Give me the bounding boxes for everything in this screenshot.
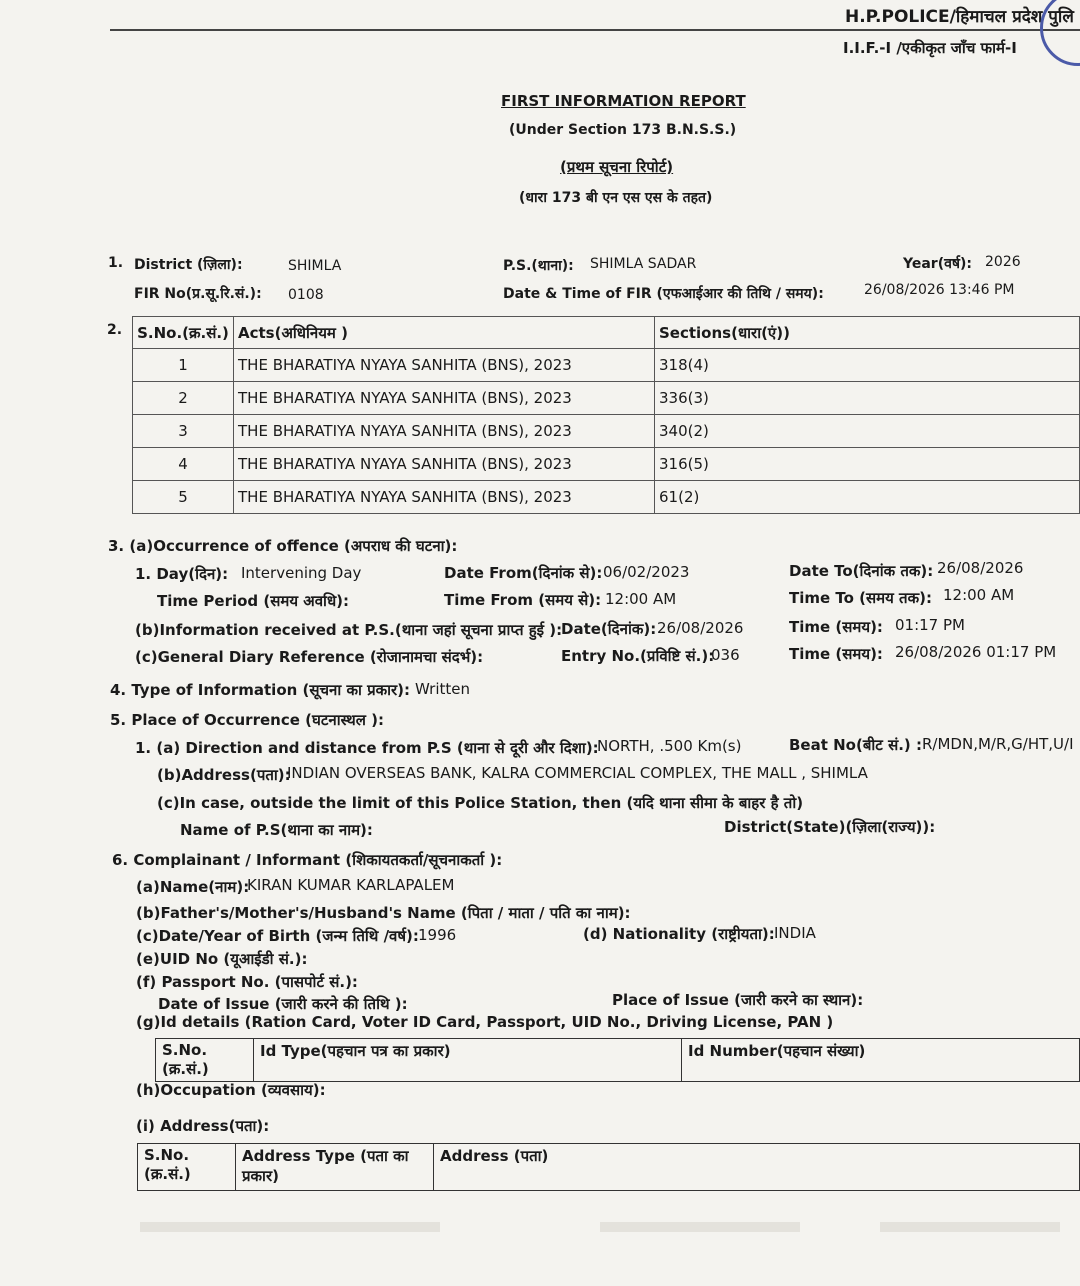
row-act: THE BHARATIYA NYAYA SANHITA (BNS), 2023 <box>234 481 655 514</box>
info-date-value: 26/08/2026 <box>657 619 744 637</box>
id-col-type: Id Type(पहचान पत्र का प्रकार) <box>254 1039 682 1082</box>
address-label: (b)Address(पता): <box>157 766 291 784</box>
acts-table-header <box>133 317 1080 349</box>
direction-label: 1. (a) Direction and distance from P.S (थाना से दूरी और दिशा): <box>135 739 599 757</box>
section-3-heading: 3. (a)Occurrence of offence (अपराध की घटना): <box>108 537 458 555</box>
date-to-label: Date To(दिनांक तक): <box>789 562 934 580</box>
issue-place-label: Place of Issue (जारी करने का स्थान): <box>612 991 864 1009</box>
table-row <box>133 481 1080 514</box>
occupation-label: (h)Occupation (व्यवसाय): <box>136 1081 326 1099</box>
direction-value: NORTH, .500 Km(s) <box>597 737 742 755</box>
gd-time-value: 26/08/2026 01:17 PM <box>895 643 1057 661</box>
form-header: I.I.F.-I /एकीकृत जाँच फार्म-I <box>843 39 1017 57</box>
issue-date-label: Date of Issue (जारी करने की तिथि ): <box>158 995 408 1013</box>
address-value: INDIAN OVERSEAS BANK, KALRA COMMERCIAL COMPLEX, THE MALL , SHIMLA <box>287 764 868 782</box>
row-act: THE BHARATIYA NYAYA SANHITA (BNS), 2023 <box>234 349 655 382</box>
row-sno: 3 <box>133 415 234 448</box>
row-act: THE BHARATIYA NYAYA SANHITA (BNS), 2023 <box>234 382 655 415</box>
district-state-label: District(State)(ज़िला(राज्य)): <box>724 818 936 836</box>
report-subtitle-hindi: (धारा 173 बी एन एस एस के तहत) <box>519 190 713 206</box>
row-sno: 2 <box>133 382 234 415</box>
address-table-header <box>138 1144 1080 1191</box>
section-6-heading: 6. Complainant / Informant (शिकायतकर्ता/सूचनाकर्ता ): <box>112 851 503 869</box>
row-act: THE BHARATIYA NYAYA SANHITA (BNS), 2023 <box>234 415 655 448</box>
id-table-header <box>156 1039 1080 1082</box>
year-value: 2026 <box>985 254 1021 270</box>
row-section: 336(3) <box>655 382 1080 415</box>
fir-no-value: 0108 <box>288 287 324 303</box>
addr-col-sno: S.No. (क्र.सं.) <box>138 1144 236 1191</box>
info-date-label: Date(दिनांक): <box>561 620 657 638</box>
fir-datetime-label: Date & Time of FIR (एफआईआर की तिथि / समय): <box>503 286 824 302</box>
entry-no-label: Entry No.(प्रविष्टि सं.): <box>561 647 715 665</box>
id-details-label: (g)Id details (Ration Card, Voter ID Card, Passport, UID No., Driving License, PAN ) <box>136 1013 834 1031</box>
row-section: 61(2) <box>655 481 1080 514</box>
section-2-number: 2. <box>107 322 123 338</box>
outside-limit-label: (c)In case, outside the limit of this Police Station, then (यदि थाना सीमा के बाहर है तो) <box>157 794 804 812</box>
info-time-value: 01:17 PM <box>895 616 965 634</box>
address-table <box>137 1143 1080 1191</box>
row-section: 316(5) <box>655 448 1080 481</box>
table-row <box>133 415 1080 448</box>
address-section-label: (i) Address(पता): <box>136 1117 270 1135</box>
row-act: THE BHARATIYA NYAYA SANHITA (BNS), 2023 <box>234 448 655 481</box>
table-row <box>133 349 1080 382</box>
time-to-value: 12:00 AM <box>943 586 1015 604</box>
time-from-label: Time From (समय से): <box>444 591 602 609</box>
date-to-value: 26/08/2026 <box>937 559 1024 577</box>
day-value: Intervening Day <box>241 564 362 582</box>
bleed-through-mark <box>880 1222 1060 1232</box>
info-type-value: Written <box>415 680 470 698</box>
bleed-through-mark <box>140 1222 440 1232</box>
table-row <box>133 382 1080 415</box>
nationality-value: INDIA <box>774 924 816 942</box>
date-from-value: 06/02/2023 <box>603 563 690 581</box>
dob-label: (c)Date/Year of Birth (जन्म तिथि /वर्ष): <box>136 927 419 945</box>
row-section: 340(2) <box>655 415 1080 448</box>
section-1-number: 1. <box>108 255 124 271</box>
time-from-value: 12:00 AM <box>605 590 677 608</box>
report-subtitle: (Under Section 173 B.N.S.S.) <box>509 122 737 138</box>
acts-table <box>132 316 1080 514</box>
time-to-label: Time To (समय तक): <box>789 589 932 607</box>
beat-no-label: Beat No(बीट सं.) : <box>789 736 922 754</box>
id-details-table <box>155 1038 1080 1082</box>
addr-col-type: Address Type (पता का प्रकार) <box>236 1144 434 1191</box>
fir-datetime-value: 26/08/2026 13:46 PM <box>864 282 1015 298</box>
row-section: 318(4) <box>655 349 1080 382</box>
info-time-label: Time (समय): <box>789 618 883 636</box>
row-sno: 1 <box>133 349 234 382</box>
district-value: SHIMLA <box>288 258 342 274</box>
ps-value: SHIMLA SADAR <box>590 256 697 272</box>
gd-time-label: Time (समय): <box>789 645 883 663</box>
col-header-sections: Sections(धारा(एं)) <box>655 317 1080 349</box>
id-col-sno: S.No.(क्र.सं.) <box>156 1039 254 1082</box>
ps-name-label: Name of P.S(थाना का नाम): <box>180 821 373 839</box>
section-5-heading: 5. Place of Occurrence (घटनास्थल ): <box>110 711 384 729</box>
day-label: 1. Day(दिन): <box>135 565 229 583</box>
official-seal-stamp <box>1040 0 1080 66</box>
date-from-label: Date From(दिनांक से): <box>444 564 603 582</box>
table-row <box>133 448 1080 481</box>
district-label: District (ज़िला): <box>134 257 243 273</box>
time-period-label: Time Period (समय अवधि): <box>157 592 350 610</box>
year-label: Year(वर्ष): <box>903 256 972 272</box>
addr-col-address: Address (पता) <box>434 1144 1080 1191</box>
row-sno: 4 <box>133 448 234 481</box>
col-header-sno: S.No.(क्र.सं.) <box>133 317 234 349</box>
info-type-label: 4. Type of Information (सूचना का प्रकार): <box>110 681 411 699</box>
report-title: FIRST INFORMATION REPORT <box>501 92 746 110</box>
nationality-label: (d) Nationality (राष्ट्रीयता): <box>583 925 775 943</box>
beat-no-value: R/MDN,M/R,G/HT,U/I <box>922 735 1074 753</box>
row-sno: 5 <box>133 481 234 514</box>
name-value: KIRAN KUMAR KARLAPALEM <box>247 876 455 894</box>
passport-label: (f) Passport No. (पासपोर्ट सं.): <box>136 973 358 991</box>
org-header: H.P.POLICE/हिमाचल प्रदेश पुलि <box>845 7 1074 27</box>
bleed-through-mark <box>600 1222 800 1232</box>
father-name-label: (b)Father's/Mother's/Husband's Name (पिता / माता / पति का नाम): <box>136 904 631 922</box>
report-title-hindi: (प्रथम सूचना रिपोर्ट) <box>560 158 674 176</box>
name-label: (a)Name(नाम): <box>136 878 250 896</box>
uid-label: (e)UID No (यूआईडी सं.): <box>136 950 308 968</box>
id-col-number: Id Number(पहचान संख्या) <box>682 1039 1080 1082</box>
dob-value: 1996 <box>418 926 457 944</box>
ps-label: P.S.(थाना): <box>503 258 574 274</box>
entry-no-value: 036 <box>711 646 740 664</box>
header-rule <box>110 29 1080 31</box>
gd-reference-label: (c)General Diary Reference (रोजानामचा संदर्भ): <box>135 648 484 666</box>
info-received-label: (b)Information received at P.S.(थाना जहां सूचना प्राप्त हुई ): <box>135 621 563 639</box>
fir-no-label: FIR No(प्र.सू.रि.सं.): <box>134 286 262 302</box>
col-header-acts: Acts(अधिनियम ) <box>234 317 655 349</box>
